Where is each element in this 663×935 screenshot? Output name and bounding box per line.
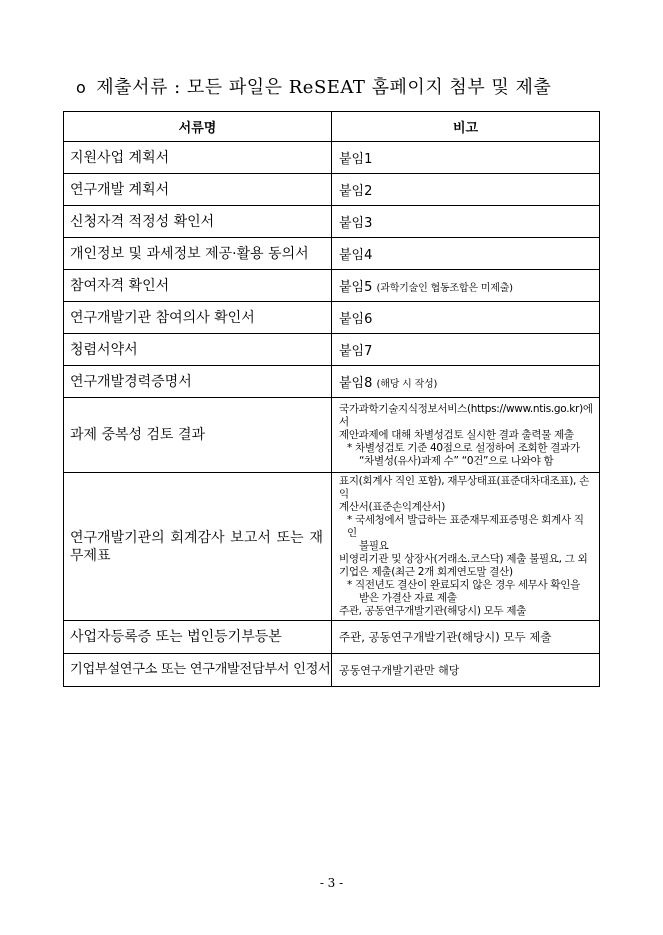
table-row — [64, 621, 600, 654]
doc-name: 지원사업 계획서 — [64, 142, 332, 174]
doc-name: 개인정보 및 과세정보 제공·활용 동의서 — [64, 238, 332, 270]
table-row — [64, 206, 600, 238]
section-heading — [76, 73, 551, 99]
doc-note: 붙임2 — [332, 174, 600, 206]
doc-name: 참여자격 확인서 — [64, 270, 332, 302]
remark-line: * 차별성검토 기준 40점으로 설정하여 조회한 결과가 — [347, 441, 580, 454]
doc-note: 주관, 공동연구개발기관(해당시) 모두 제출 — [332, 621, 600, 654]
remark-line: 받은 가결산 자료 제출 — [359, 592, 457, 604]
doc-name: 연구개발 계획서 — [64, 174, 332, 206]
remark-line: 주관, 공동연구개발기관(해당시) 모두 제출 — [339, 605, 527, 617]
table-row-duplicate-check — [64, 398, 600, 473]
header-remarks: 비고 — [332, 112, 600, 142]
doc-name: 신청자격 적정성 확인서 — [64, 206, 332, 238]
doc-note-block — [332, 473, 600, 621]
remark-line: * 국세청에서 발급하는 표준재무제표증명은 회계사 직인 — [347, 514, 584, 539]
remark-block — [339, 473, 599, 620]
heading-text: 제출서류 : 모든 파일은 ReSEAT 홈페이지 첨부 및 제출 — [96, 77, 552, 98]
doc-note — [332, 366, 600, 398]
doc-note: 공동연구개발기관만 해당 — [332, 654, 600, 687]
doc-note — [332, 270, 600, 302]
doc-name: 과제 중복성 검토 결과 — [64, 398, 332, 473]
doc-name: 연구개발경력증명서 — [64, 366, 332, 398]
doc-note: 붙임4 — [332, 238, 600, 270]
table-row — [64, 142, 600, 174]
bullet-icon: o — [76, 78, 87, 97]
remark-line: * 직전년도 결산이 완료되지 않은 경우 세무사 확인을 — [347, 579, 580, 591]
doc-name: 연구개발기관의 회계감사 보고서 또는 재무제표 — [64, 473, 332, 621]
doc-name: 연구개발기관 참여의사 확인서 — [64, 302, 332, 334]
table-row — [64, 654, 600, 687]
doc-name: 기업부설연구소 또는 연구개발전담부서 인정서 — [64, 654, 332, 687]
remark-line: 불필요 — [359, 540, 389, 552]
table-row — [64, 334, 600, 366]
doc-note: 붙임7 — [332, 334, 600, 366]
table-row-audit — [64, 473, 600, 621]
table-row — [64, 238, 600, 270]
doc-note: 붙임1 — [332, 142, 600, 174]
doc-name: 청렴서약서 — [64, 334, 332, 366]
doc-note-block — [332, 398, 600, 473]
table-row — [64, 174, 600, 206]
remark-block — [339, 401, 599, 470]
table-row — [64, 366, 600, 398]
table-header-row — [64, 112, 600, 142]
remark-line: 비영리기관 및 상장사(거래소.코스닥) 제출 불필요, 그 외 — [339, 553, 588, 565]
remark-line: 기업은 제출(최근 2개 회계연도말 결산) — [339, 566, 513, 578]
table-row — [64, 270, 600, 302]
remark-line: 계산서(표준손익계산서) — [339, 501, 446, 513]
remark-line: “차별성(유사)과제 수” “0건”으로 나와야 함 — [359, 454, 554, 467]
note-main: 붙임5 — [339, 280, 373, 295]
remark-line: 표지(회계사 직인 포함), 재무상태표(표준대차대조표), 손익 — [339, 475, 589, 500]
table-row — [64, 302, 600, 334]
note-extra: (해당 시 작성) — [376, 379, 438, 390]
page-number: - 3 - — [319, 876, 344, 890]
note-extra: (과학기술인 협동조합은 미제출) — [376, 283, 513, 294]
note-main: 붙임8 — [339, 376, 373, 391]
submission-documents-table — [63, 111, 600, 687]
doc-name: 사업자등록증 또는 법인등기부등본 — [64, 621, 332, 654]
doc-note: 붙임6 — [332, 302, 600, 334]
header-document-name: 서류명 — [64, 112, 332, 142]
doc-note: 붙임3 — [332, 206, 600, 238]
remark-line: 국가과학기술지식정보서비스(https://www.ntis.go.kr)에서 — [339, 402, 593, 428]
remark-line: 제안과제에 대해 차별성검토 실시한 결과 출력물 제출 — [339, 428, 574, 441]
